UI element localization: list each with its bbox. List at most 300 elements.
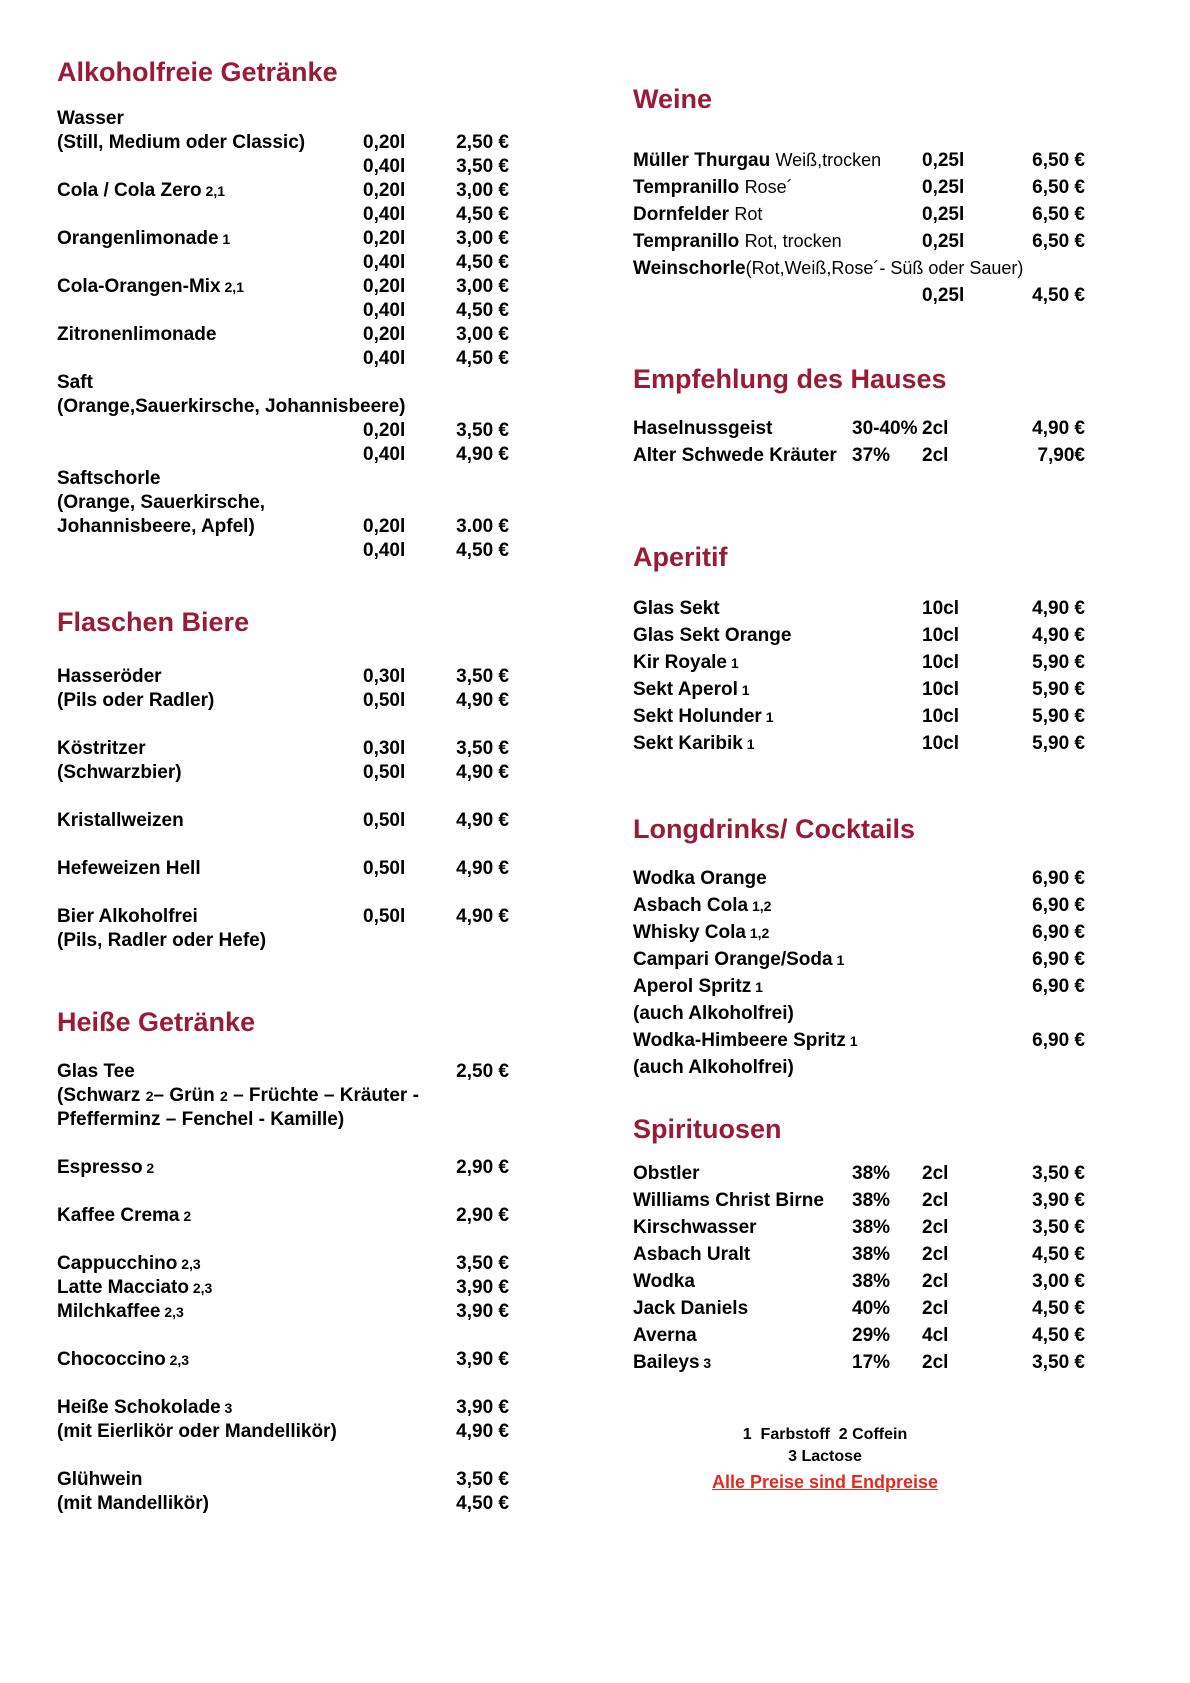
menu-item (633, 174, 1085, 201)
price-value: 2,90 € (456, 1205, 509, 1226)
price-value: 4,90 € (1032, 625, 1085, 646)
volume-value: 0,40l (363, 444, 406, 465)
item-name (57, 737, 363, 761)
item-label: Tempranillo (633, 177, 745, 198)
price-value: 3,50 € (1032, 1163, 1085, 1184)
footnote-mark: 3 (699, 1355, 712, 1371)
price-value: 3,50 € (456, 738, 509, 759)
footnote-line-1: 1 Farbstoff 2 Coffein (742, 1426, 908, 1443)
price-value: 4,50 € (1032, 1325, 1085, 1346)
item-label: Chococcino (57, 1349, 166, 1370)
item-label: Obstler (633, 1163, 700, 1184)
volume-value: 10cl (922, 706, 959, 727)
item-label: (Schwarzbier) (57, 762, 182, 783)
price-value: 3,00 € (456, 180, 509, 201)
item-label: (mit Mandellikör) (57, 1493, 210, 1514)
item-label: Köstritzer (57, 738, 146, 759)
item-label: Tempranillo (633, 231, 745, 252)
item-name (57, 107, 509, 131)
item-label: (mit Eierlikör oder Mandellikör) (57, 1421, 337, 1442)
item-label: Müller Thurgau (633, 150, 776, 171)
item-label: Saft (57, 372, 93, 393)
item-name (633, 1295, 852, 1322)
volume-value: 2cl (922, 1217, 949, 1238)
price-value: 3,50 € (1032, 1217, 1085, 1238)
item-name (57, 1276, 419, 1300)
menu-left-column (57, 55, 509, 1516)
menu-item (57, 905, 509, 953)
menu-item (57, 1204, 509, 1228)
item-name (57, 1300, 419, 1324)
item-name (57, 1060, 419, 1084)
menu-line (633, 1160, 1085, 1187)
menu-line (57, 419, 509, 443)
menu-line (57, 761, 509, 785)
volume-value: 0,20l (363, 420, 406, 441)
menu-line (57, 1492, 509, 1516)
item-name (633, 174, 922, 201)
menu-line (633, 415, 1085, 442)
menu-line (57, 251, 509, 275)
menu-line (633, 865, 1085, 892)
menu-item (57, 1396, 509, 1444)
menu-line (57, 929, 509, 953)
menu-item (633, 147, 1085, 174)
menu-line (57, 467, 509, 491)
menu-line (633, 892, 1085, 919)
price-value: 4,90 € (1032, 418, 1085, 439)
menu-line (57, 323, 509, 347)
menu-item (57, 323, 509, 371)
item-name (57, 131, 363, 155)
price-value: 4,50 € (456, 204, 509, 225)
item-name (633, 1268, 852, 1295)
item-label: Orangenlimonade (57, 228, 219, 249)
menu-item (633, 649, 1085, 676)
menu-item (633, 595, 1085, 622)
item-name (57, 1420, 419, 1444)
menu-line (57, 107, 509, 131)
menu-item (57, 371, 509, 467)
price-value: 6,50 € (1032, 204, 1085, 225)
footnote-mark: 1 (761, 709, 774, 725)
item-name (633, 1214, 852, 1241)
volume-value: 0,20l (363, 180, 406, 201)
menu-line (57, 689, 509, 713)
price-value: 3,00 € (1032, 1271, 1085, 1292)
volume-value: 10cl (922, 625, 959, 646)
item-name (633, 595, 922, 622)
volume-value: 2cl (922, 445, 949, 466)
footnote-mark: 2 (142, 1160, 155, 1176)
footnote-mark: 2,1 (201, 183, 225, 199)
volume-value: 2cl (922, 1244, 949, 1265)
menu-item (633, 622, 1085, 649)
menu-item (57, 275, 509, 323)
strength-value: 29% (852, 1325, 891, 1346)
strength-value: 30-40% (852, 418, 918, 439)
footnote-mark: 1 (751, 979, 763, 995)
item-label: Milchkaffee (57, 1301, 161, 1322)
price-value: 4,50 € (1032, 1298, 1085, 1319)
menu-item (633, 415, 1085, 442)
item-label: Cappucchino (57, 1253, 178, 1274)
menu-line (57, 1204, 509, 1228)
footnote-mark: 1,2 (745, 925, 770, 941)
menu-item (633, 865, 1085, 892)
menu-section-aperitif (633, 540, 1085, 757)
item-name (57, 761, 363, 785)
item-label: Weinschorle (633, 258, 746, 279)
volume-value: 0,25l (922, 231, 965, 252)
section-title: Flaschen Biere (57, 607, 250, 637)
menu-line (57, 1108, 509, 1132)
section-title: Empfehlung des Hauses (633, 364, 947, 394)
volume-value: 0,20l (363, 228, 406, 249)
footnote-mark: 2 (220, 1088, 228, 1104)
item-name (57, 491, 509, 515)
item-name (57, 1492, 419, 1516)
item-name (633, 228, 922, 255)
menu-line (633, 1322, 1085, 1349)
menu-line (633, 1027, 1085, 1054)
item-label: Zitronenlimonade (57, 324, 217, 345)
item-label: Heiße Schokolade (57, 1397, 221, 1418)
menu-line (633, 676, 1085, 703)
item-name (57, 323, 363, 347)
menu-line (57, 227, 509, 251)
item-label: Williams Christ Birne (633, 1190, 824, 1211)
price-value: 4,50 € (456, 540, 509, 561)
item-name (633, 622, 922, 649)
price-value: 3,50 € (456, 1469, 509, 1490)
item-description: Rot, trocken (744, 231, 842, 251)
menu-line (633, 1054, 1085, 1081)
menu-line (633, 1268, 1085, 1295)
menu-line (57, 203, 509, 227)
menu-line (633, 228, 1085, 255)
price-value: 3,90 € (456, 1277, 509, 1298)
item-name (633, 1322, 852, 1349)
footnote-mark: 1 (726, 655, 739, 671)
price-value: 3,90 € (456, 1349, 509, 1370)
item-name (57, 1468, 419, 1492)
menu-line (57, 737, 509, 761)
price-value: 4,90 € (456, 690, 509, 711)
menu-item (57, 179, 509, 227)
menu-line (633, 595, 1085, 622)
menu-item (633, 442, 1085, 469)
item-name (57, 809, 363, 833)
section-title: Weine (633, 84, 713, 114)
footnote-mark: 2 (145, 1088, 154, 1104)
menu-item (633, 703, 1085, 730)
item-label: Pfefferminz – Fenchel - Kamille) (57, 1109, 345, 1130)
item-name (57, 1108, 509, 1132)
menu-item (633, 228, 1085, 255)
menu-line (633, 282, 1085, 309)
price-value: 6,90 € (1032, 949, 1085, 970)
footnote-mark: 1 (737, 682, 750, 698)
strength-value: 38% (852, 1271, 891, 1292)
price-value: 6,90 € (1032, 976, 1085, 997)
volume-value: 0,40l (363, 156, 406, 177)
item-name (633, 676, 922, 704)
item-name (633, 255, 1085, 282)
item-label: Kristallweizen (57, 810, 184, 831)
menu-line (57, 539, 509, 563)
item-name (57, 371, 509, 395)
menu-item (633, 255, 1085, 309)
price-value: 4,50 € (456, 1493, 509, 1514)
item-name (633, 1027, 990, 1055)
price-value: 3,90 € (456, 1301, 509, 1322)
price-value: 4,90 € (456, 906, 509, 927)
menu-item (633, 1268, 1085, 1295)
menu-section-empfehlung-des-hauses (633, 362, 1085, 469)
item-name (633, 415, 852, 442)
volume-value: 0,50l (363, 906, 406, 927)
menu-item (57, 857, 509, 881)
item-label: Hasseröder (57, 666, 162, 687)
item-label: Asbach Cola (633, 895, 749, 916)
menu-item (633, 201, 1085, 228)
menu-line (57, 1468, 509, 1492)
item-label: Espresso (57, 1157, 143, 1178)
item-label: Johannisbeere, Apfel) (57, 516, 255, 537)
item-name (633, 147, 922, 174)
volume-value: 0,40l (363, 204, 406, 225)
price-value: 5,90 € (1032, 733, 1085, 754)
footnote-mark: 1 (845, 1033, 858, 1049)
menu-item (57, 227, 509, 275)
footnote-mark: 1 (832, 952, 845, 968)
item-label: Cola / Cola Zero (57, 180, 202, 201)
item-name (633, 1054, 1085, 1081)
menu-line (633, 730, 1085, 757)
menu-line (57, 809, 509, 833)
volume-value: 2cl (922, 1163, 949, 1184)
footnote-mark: 2 (179, 1208, 192, 1224)
menu-line (57, 395, 509, 419)
item-label: (Orange,Sauerkirsche, Johannisbeere) (57, 396, 406, 417)
price-value: 3,50 € (456, 156, 509, 177)
item-name (57, 905, 363, 929)
menu-line (633, 1349, 1085, 1376)
footnote-mark: 1 (218, 231, 231, 247)
item-name (633, 1000, 1085, 1027)
item-name (57, 1084, 509, 1108)
item-label: Kir Royale (633, 652, 727, 673)
item-label: Glas Sekt Orange (633, 625, 792, 646)
menu-line (57, 1276, 509, 1300)
menu-item (57, 107, 509, 179)
item-name (57, 1156, 419, 1180)
item-name (57, 275, 363, 299)
section-title: Longdrinks/ Cocktails (633, 814, 916, 844)
strength-value: 17% (852, 1352, 891, 1373)
menu-section-weine (633, 82, 1085, 309)
volume-value: 0,20l (363, 276, 406, 297)
item-label: Wasser (57, 108, 124, 129)
menu-item (57, 1156, 509, 1180)
menu-section-spirituosen (633, 1112, 1085, 1376)
price-value: 4,50 € (1032, 285, 1085, 306)
volume-value: 0,50l (363, 858, 406, 879)
price-value: 4,50 € (456, 252, 509, 273)
menu-line (57, 347, 509, 371)
item-label: (Still, Medium oder Classic) (57, 132, 306, 153)
menu-item (633, 1322, 1085, 1349)
volume-value: 0,20l (363, 132, 406, 153)
item-label: Glas Tee (57, 1061, 135, 1082)
strength-value: 38% (852, 1190, 891, 1211)
menu-item (633, 1214, 1085, 1241)
menu-line (57, 905, 509, 929)
menu-item (633, 1187, 1085, 1214)
volume-value: 2cl (922, 418, 949, 439)
menu-line (57, 275, 509, 299)
item-label: Saftschorle (57, 468, 161, 489)
item-label: Jack Daniels (633, 1298, 749, 1319)
menu-item (633, 1295, 1085, 1322)
menu-line (57, 1396, 509, 1420)
menu-line (57, 1084, 509, 1108)
menu-item (57, 737, 509, 785)
section-title: Alkoholfreie Getränke (57, 57, 338, 87)
strength-value: 38% (852, 1163, 891, 1184)
item-label: Haselnussgeist (633, 418, 773, 439)
menu-line (57, 1252, 509, 1276)
menu-item (633, 919, 1085, 946)
strength-value: 38% (852, 1244, 891, 1265)
item-name (57, 1252, 419, 1276)
menu-item (633, 730, 1085, 757)
menu-line (57, 1348, 509, 1372)
volume-value: 0,50l (363, 690, 406, 711)
price-value: 3,90 € (1032, 1190, 1085, 1211)
menu-item (57, 1060, 509, 1132)
item-description: (Rot,Weiß,Rose´- Süß oder Sauer) (745, 258, 1024, 278)
volume-value: 0,40l (363, 348, 406, 369)
price-value: 6,50 € (1032, 177, 1085, 198)
menu-item (633, 1349, 1085, 1376)
volume-value: 2cl (922, 1190, 949, 1211)
volume-value: 2cl (922, 1271, 949, 1292)
price-value: 6,90 € (1032, 1030, 1085, 1051)
menu-section-heiße-getränke (57, 1005, 509, 1516)
item-label: Averna (633, 1325, 697, 1346)
volume-value: 0,20l (363, 516, 406, 537)
menu-item (57, 467, 509, 563)
item-name (633, 1241, 852, 1268)
item-label: Dornfelder (633, 204, 735, 225)
price-value: 4,90 € (456, 858, 509, 879)
price-value: 4,50 € (456, 300, 509, 321)
price-value: 5,90 € (1032, 652, 1085, 673)
menu-line (57, 665, 509, 689)
menu-item (633, 1241, 1085, 1268)
menu-item (57, 665, 509, 713)
item-description: Weiß,trocken (775, 150, 882, 170)
item-label: Glas Sekt (633, 598, 720, 619)
price-value: 4,50 € (1032, 1244, 1085, 1265)
menu-line (633, 1214, 1085, 1241)
item-description: Rose´ (744, 177, 793, 197)
volume-value: 0,25l (922, 177, 965, 198)
menu-footer (590, 1424, 1060, 1493)
price-value: 4,90 € (456, 810, 509, 831)
menu-line (633, 649, 1085, 676)
volume-value: 0,25l (922, 285, 965, 306)
item-name (633, 730, 922, 758)
menu-line (57, 299, 509, 323)
strength-value: 38% (852, 1217, 891, 1238)
footnote-mark: 2,3 (165, 1352, 190, 1368)
volume-value: 0,25l (922, 150, 965, 171)
item-name (57, 395, 509, 419)
item-label: (Orange, Sauerkirsche, (57, 492, 266, 513)
item-label: (auch Alkoholfrei) (633, 1003, 794, 1024)
menu-item (633, 973, 1085, 1027)
item-name (57, 515, 363, 539)
menu-section-longdrinks-cocktails (633, 812, 1085, 1081)
footnote-mark: 2,1 (220, 279, 244, 295)
menu-item (57, 1252, 509, 1324)
footnote-mark: 1,2 (748, 898, 772, 914)
item-name (633, 1160, 852, 1187)
price-value: 2,50 € (456, 1061, 509, 1082)
item-name (633, 1349, 852, 1377)
item-name (57, 179, 363, 203)
menu-line (633, 973, 1085, 1000)
volume-value: 2cl (922, 1352, 949, 1373)
price-value: 4,90 € (1032, 598, 1085, 619)
menu-line (57, 1156, 509, 1180)
item-label: Aperol Spritz (633, 976, 752, 997)
volume-value: 4cl (922, 1325, 949, 1346)
menu-line (57, 857, 509, 881)
item-name (633, 892, 990, 920)
item-label: Wodka (633, 1271, 695, 1292)
price-value: 4,90 € (456, 762, 509, 783)
item-label: Asbach Uralt (633, 1244, 751, 1265)
strength-value: 37% (852, 445, 891, 466)
menu-line (633, 1295, 1085, 1322)
volume-value: 0,20l (363, 324, 406, 345)
volume-value: 10cl (922, 679, 959, 700)
menu-line (633, 622, 1085, 649)
menu-line (633, 147, 1085, 174)
item-label: Wodka Orange (633, 868, 767, 889)
item-label: (Schwarz (57, 1085, 146, 1106)
item-name (633, 442, 852, 469)
menu-section-alkoholfreie-getränke (57, 55, 509, 563)
footnote-mark: 1 (742, 736, 755, 752)
menu-line (57, 491, 509, 515)
price-value: 6,50 € (1032, 231, 1085, 252)
price-value: 2,90 € (456, 1157, 509, 1178)
menu-item (633, 946, 1085, 973)
item-label: Sekt Karibik (633, 733, 743, 754)
item-name (633, 649, 922, 677)
volume-value: 10cl (922, 598, 959, 619)
menu-item (57, 1348, 509, 1372)
item-label: Whisky Cola (633, 922, 746, 943)
menu-item (633, 676, 1085, 703)
item-name (57, 1204, 419, 1228)
menu-right-column (633, 82, 1085, 1376)
